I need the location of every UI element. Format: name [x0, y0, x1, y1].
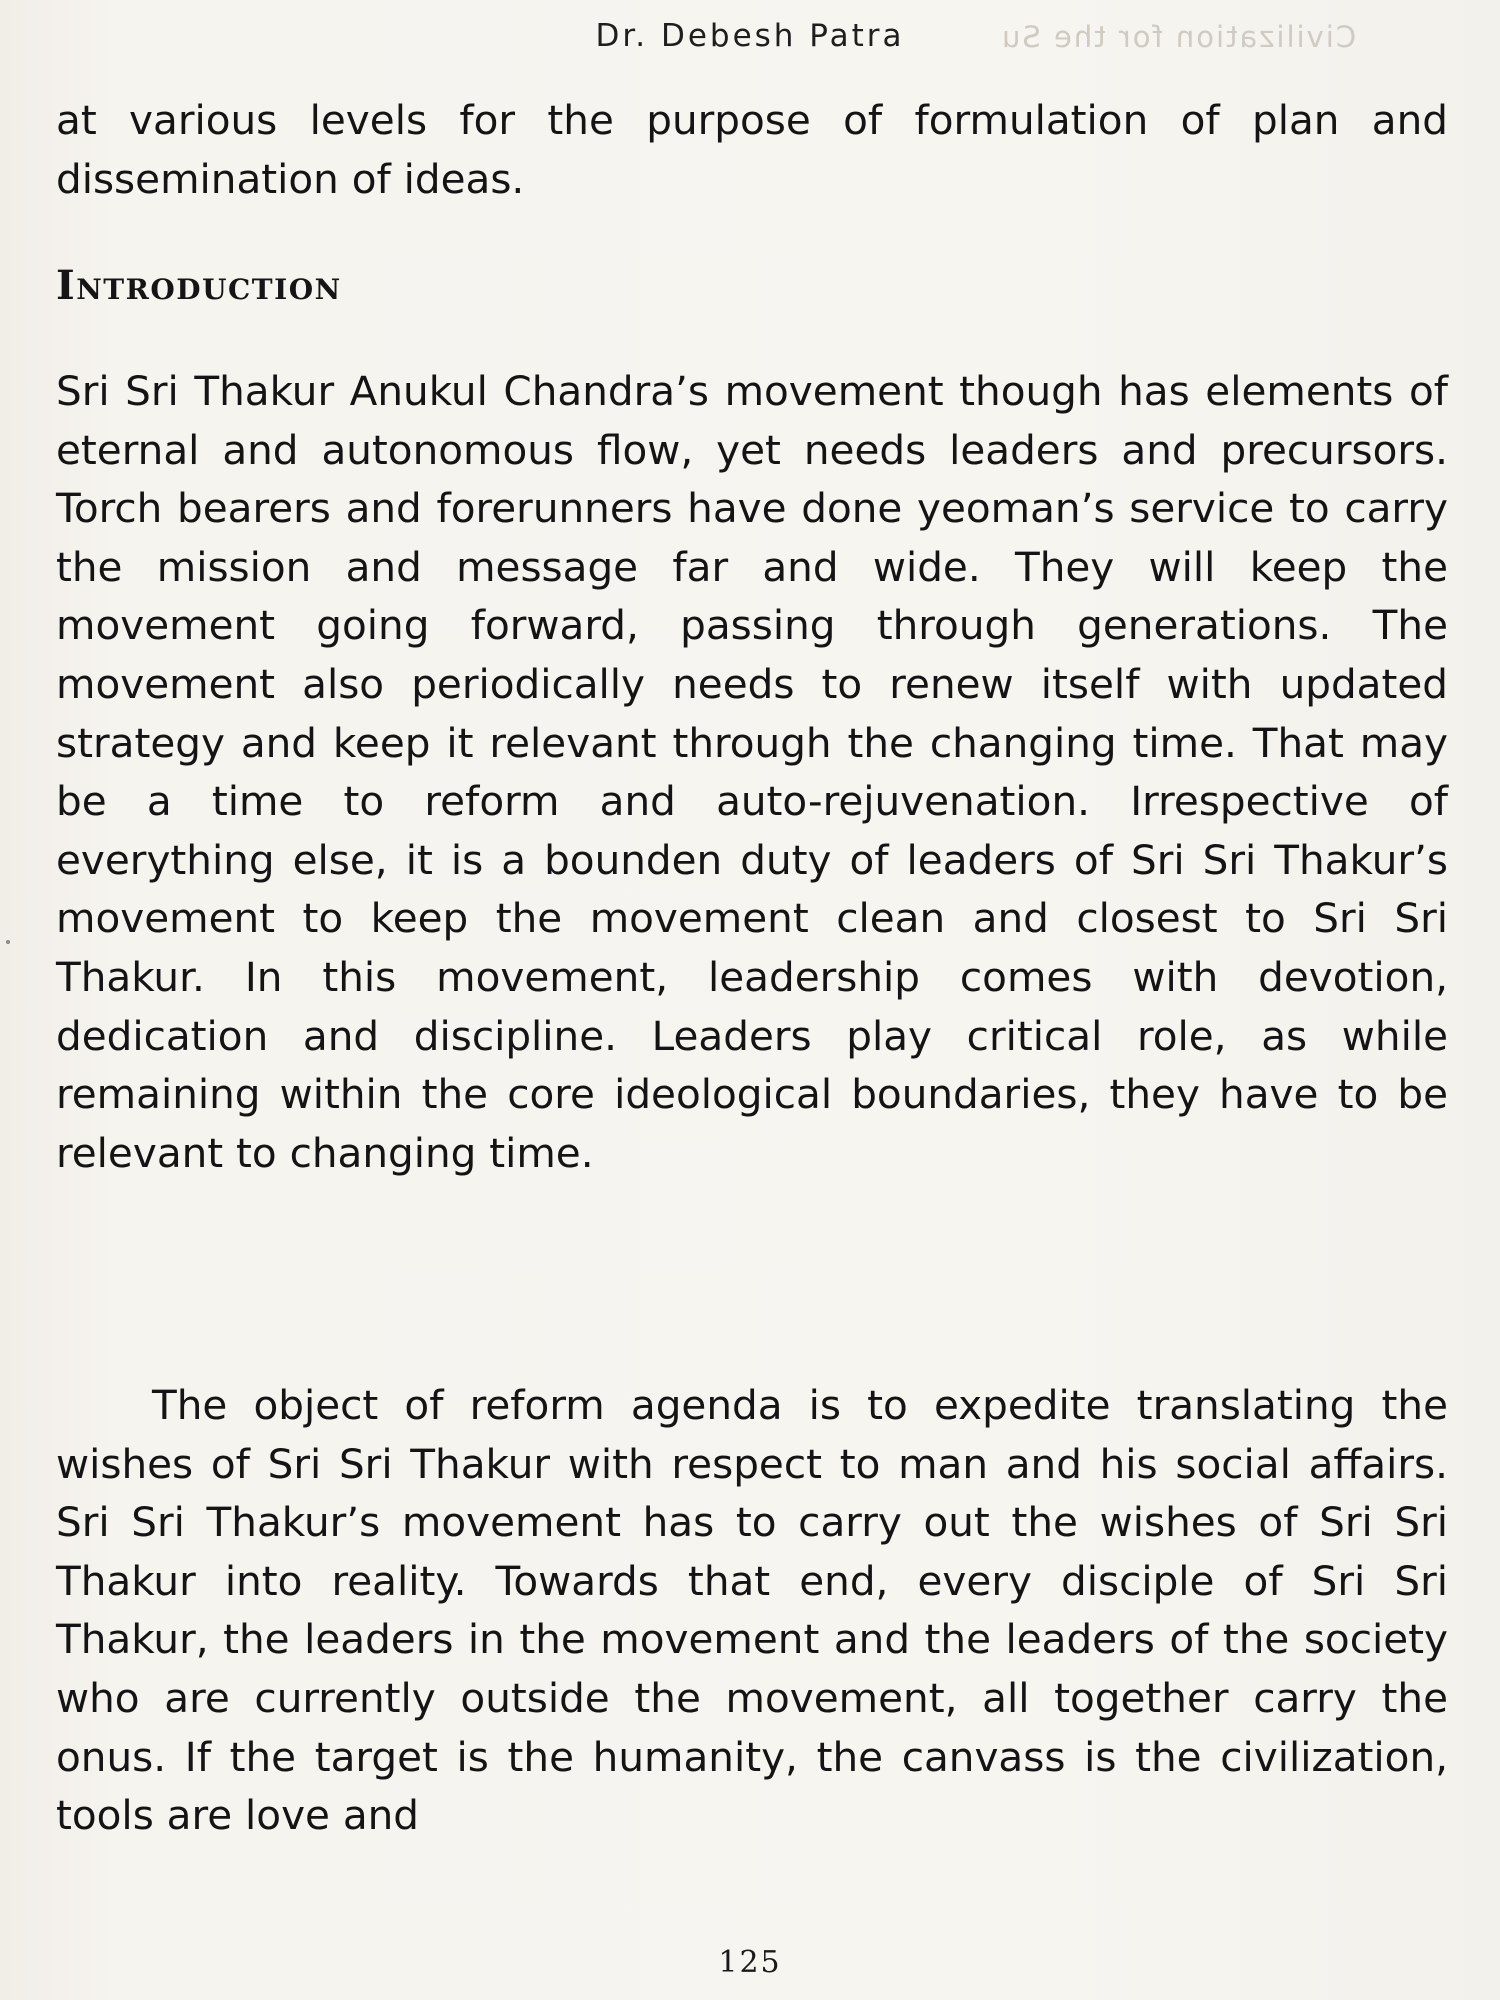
running-head-author: Dr. Debesh Patra [595, 18, 905, 54]
body-paragraph-1: Sri Sri Thakur Anukul Chandra’s movement though has elements of eternal and autonomous flow, yet needs leaders and precursors. Torch bearers and forerunners have done yeoman’s service to carry the mission and message far and wide. They will keep the movement going forward, passing through generations. The movement also periodically needs to renew itself with updated strategy and keep it relevant through the changing time. That may be a time to reform and auto-rejuvenation. Irrespective of everything else, it is a bounden duty of leaders of Sri Sri Thakur’s movement to keep the movement clean and closest to Sri Sri Thakur. In this movement, leadership comes with devotion, dedication and discipline. Leaders play critical role, as while remaining within the core ideological boundaries, they have to be relevant to changing time. [56, 367, 1448, 1177]
page-number: 125 [718, 1945, 782, 1980]
section-heading: Introduction [56, 262, 342, 309]
bleed-through-text: Civilization for the Su [1000, 20, 1357, 54]
body-paragraph-2-text: The object of reform agenda is to expedite translating the wishes of Sri Sri Thakur with respect to man and his social affairs. Sri Sri Thakur’s movement has to carry out the wishes of Sri Sri Thakur into reality. Towards that end, every disciple of Sri Sri Thakur, the leaders in the movement and the leaders of the society who are currently outside the movement, all together carry the onus. If the target is the humanity, the canvass is the civilization, tools are love and [56, 1381, 1448, 1840]
margin-mark [6, 940, 10, 944]
opening-paragraph: at various levels for the purpose of formulation of plan and dissemination of ideas. [56, 96, 1448, 203]
body-paragraph-2 [56, 1376, 1448, 1845]
